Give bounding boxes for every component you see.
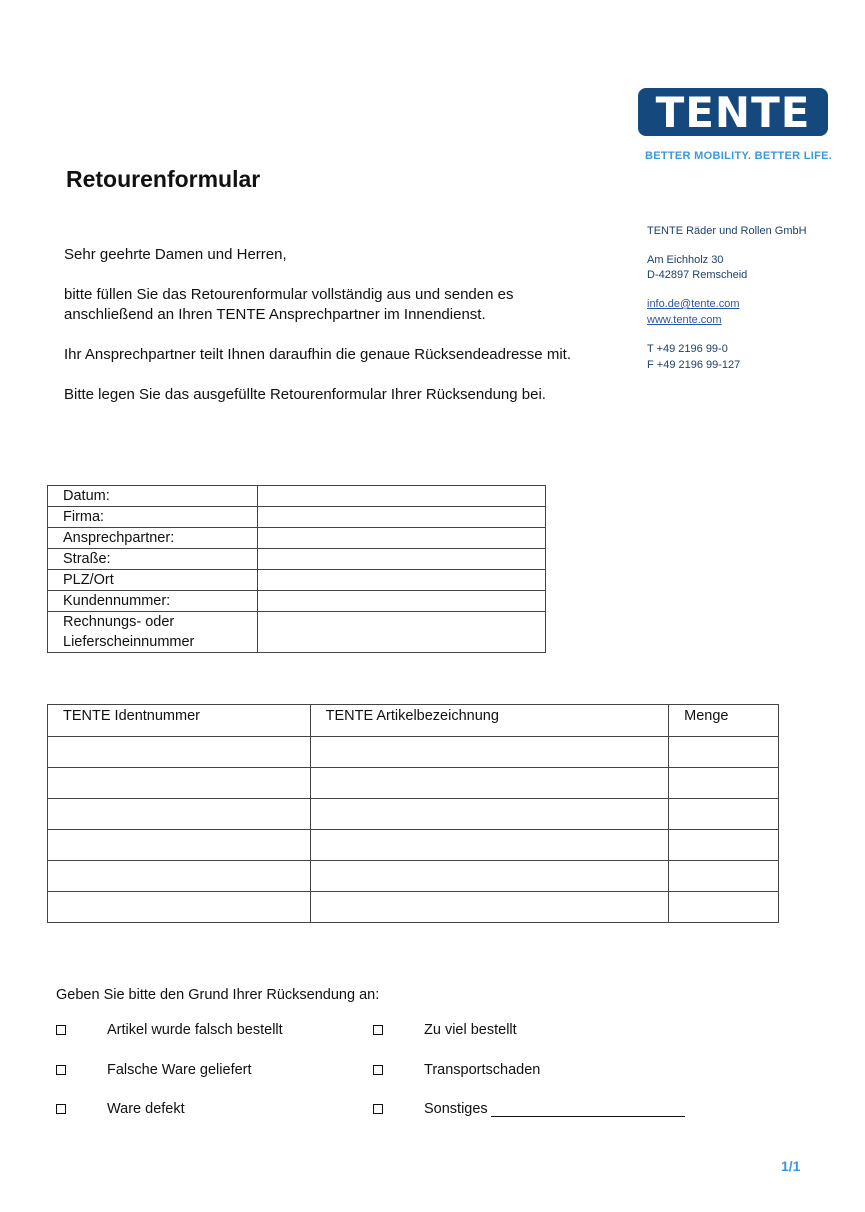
company-phone: T +49 2196 99-0: [647, 343, 728, 355]
info-value-field[interactable]: [258, 507, 546, 528]
menge-cell[interactable]: [669, 737, 779, 768]
info-value-field[interactable]: [258, 612, 546, 653]
header-artikelbezeichnung: TENTE Artikelbezeichnung: [310, 705, 668, 737]
info-value-field[interactable]: [258, 486, 546, 507]
artikelbezeichnung-cell[interactable]: [310, 737, 668, 768]
artikelbezeichnung-cell[interactable]: [310, 768, 668, 799]
info-label: Datum:: [48, 486, 258, 507]
header-identnummer: TENTE Identnummer: [48, 705, 311, 737]
reason-heading: Geben Sie bitte den Grund Ihrer Rücksendung an:: [56, 987, 380, 1003]
checkbox-ware-defekt[interactable]: [56, 1104, 66, 1114]
artikelbezeichnung-cell[interactable]: [310, 892, 668, 923]
identnummer-cell[interactable]: [48, 892, 311, 923]
article-table: [47, 704, 779, 923]
info-value-field[interactable]: [258, 570, 546, 591]
header-menge: Menge: [669, 705, 779, 737]
menge-cell[interactable]: [669, 861, 779, 892]
logo-tagline: BETTER MOBILITY. BETTER LIFE.: [645, 150, 833, 162]
info-row-rechnungsnummer: [48, 612, 546, 653]
reason-label: Sonstiges: [424, 1101, 488, 1117]
checkbox-zu-viel-bestellt[interactable]: [373, 1025, 383, 1035]
info-value-field[interactable]: [258, 528, 546, 549]
reason-label: Artikel wurde falsch bestellt: [107, 1022, 283, 1038]
company-street: Am Eichholz 30: [647, 254, 724, 266]
menge-cell[interactable]: [669, 830, 779, 861]
identnummer-cell[interactable]: [48, 830, 311, 861]
identnummer-cell[interactable]: [48, 737, 311, 768]
artikelbezeichnung-cell[interactable]: [310, 830, 668, 861]
table-row: [48, 830, 779, 861]
email-link[interactable]: info.de@tente.com: [647, 298, 740, 310]
info-label-line-1: Rechnungs- oder: [63, 614, 175, 630]
info-label: Straße:: [48, 549, 258, 570]
info-row-strasse: [48, 549, 546, 570]
logo-text: TENTE: [655, 87, 811, 137]
paragraph-1-line-1: bitte füllen Sie das Retourenformular vollständig aus und senden es: [64, 286, 514, 303]
company-city: D-42897 Remscheid: [647, 269, 748, 281]
page-title: Retourenformular: [66, 166, 261, 192]
website-link[interactable]: www.tente.com: [647, 314, 722, 326]
greeting: Sehr geehrte Damen und Herren,: [64, 246, 287, 263]
info-label: [48, 612, 258, 653]
page-number: 1/1: [781, 1158, 801, 1174]
reason-label: Falsche Ware geliefert: [107, 1062, 252, 1078]
artikelbezeichnung-cell[interactable]: [310, 861, 668, 892]
tente-logo: [638, 88, 830, 138]
menge-cell[interactable]: [669, 892, 779, 923]
table-row: [48, 799, 779, 830]
info-row-plz-ort: [48, 570, 546, 591]
table-row: [48, 768, 779, 799]
checkbox-transportschaden[interactable]: [373, 1065, 383, 1075]
reason-label: Zu viel bestellt: [424, 1022, 517, 1038]
table-row: [48, 737, 779, 768]
company-fax: F +49 2196 99-127: [647, 359, 741, 371]
identnummer-cell[interactable]: [48, 799, 311, 830]
reason-label: Transportschaden: [424, 1062, 541, 1078]
identnummer-cell[interactable]: [48, 861, 311, 892]
paragraph-3: Bitte legen Sie das ausgefüllte Retourenformular Ihrer Rücksendung bei.: [64, 386, 546, 403]
info-row-firma: [48, 507, 546, 528]
sonstiges-input-line[interactable]: [491, 1116, 685, 1117]
checkbox-falsche-ware[interactable]: [56, 1065, 66, 1075]
table-row: [48, 861, 779, 892]
paragraph-1-line-2: anschließend an Ihren TENTE Ansprechpartner im Innendienst.: [64, 306, 486, 323]
artikelbezeichnung-cell[interactable]: [310, 799, 668, 830]
info-label: Kundennummer:: [48, 591, 258, 612]
company-name: TENTE Räder und Rollen GmbH: [647, 225, 807, 237]
info-label-line-2: Lieferscheinnummer: [63, 634, 195, 650]
checkbox-falsch-bestellt[interactable]: [56, 1025, 66, 1035]
identnummer-cell[interactable]: [48, 768, 311, 799]
menge-cell[interactable]: [669, 768, 779, 799]
article-table-header: [48, 705, 779, 737]
info-value-field[interactable]: [258, 549, 546, 570]
info-row-kundennummer: [48, 591, 546, 612]
customer-info-table: [47, 485, 546, 653]
reason-label: Ware defekt: [107, 1101, 185, 1117]
info-label: PLZ/Ort: [48, 570, 258, 591]
info-row-ansprechpartner: [48, 528, 546, 549]
info-row-datum: [48, 486, 546, 507]
info-value-field[interactable]: [258, 591, 546, 612]
info-label: Firma:: [48, 507, 258, 528]
table-row: [48, 892, 779, 923]
paragraph-2: Ihr Ansprechpartner teilt Ihnen daraufhin die genaue Rücksendeadresse mit.: [64, 346, 571, 363]
menge-cell[interactable]: [669, 799, 779, 830]
checkbox-sonstiges[interactable]: [373, 1104, 383, 1114]
info-label: Ansprechpartner:: [48, 528, 258, 549]
